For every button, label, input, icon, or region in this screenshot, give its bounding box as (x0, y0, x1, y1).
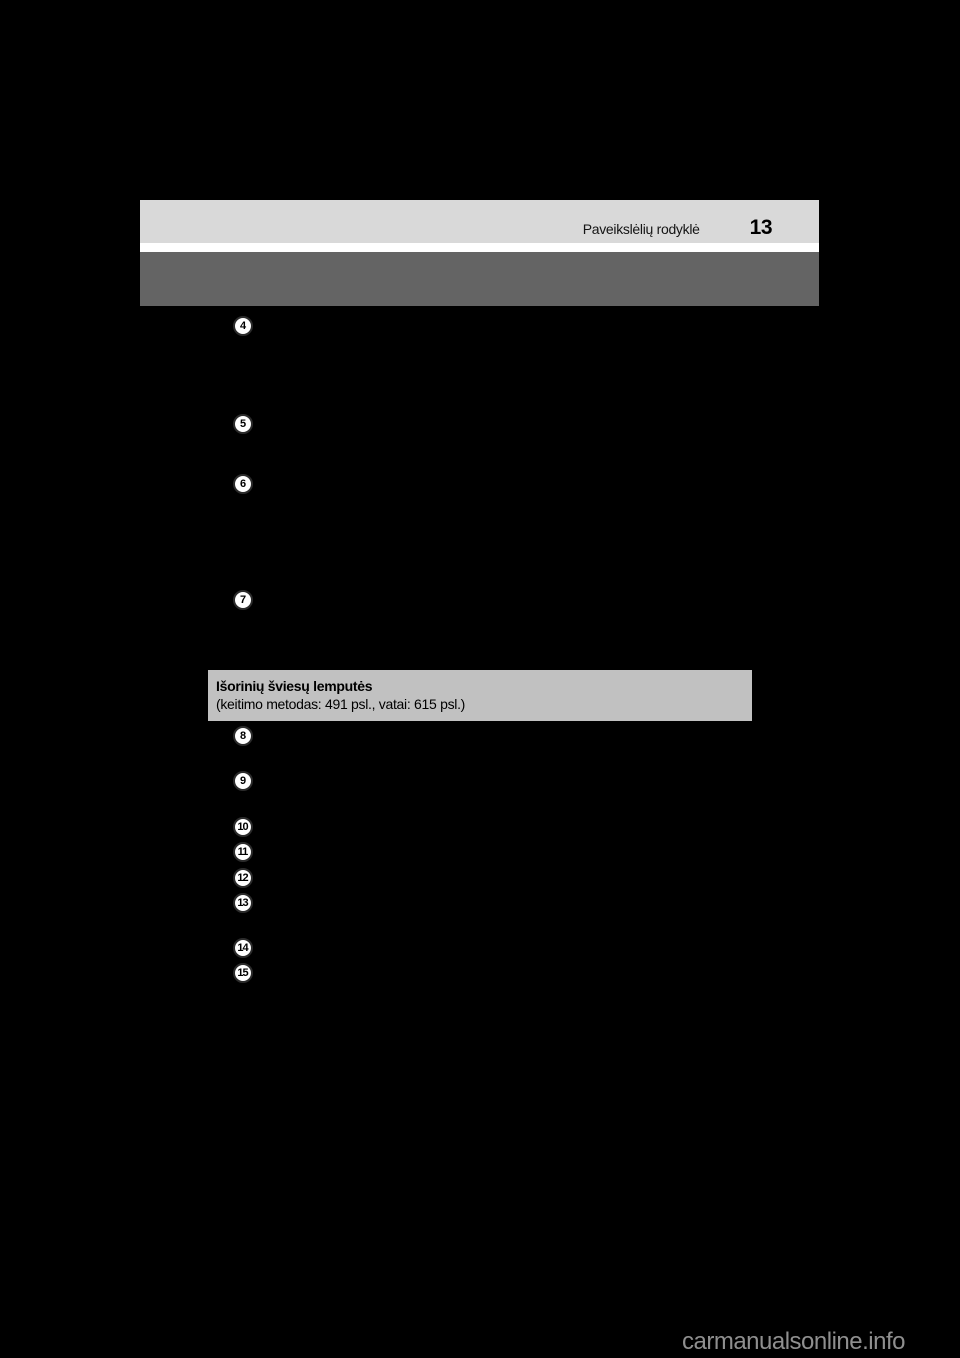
callout-number: 7 (239, 593, 246, 606)
page-number: 13 (749, 216, 772, 239)
callout-number: 6 (239, 477, 246, 490)
callout-circle-15 (233, 963, 253, 983)
callout-number: 4 (239, 319, 246, 332)
callout-number: 14 (237, 941, 248, 954)
info-box (208, 670, 752, 721)
callout-number: 8 (239, 729, 246, 742)
callout-circle-14 (233, 938, 253, 958)
info-box-title: Išorinių šviesų lemputės (216, 678, 373, 694)
callout-circle-7 (233, 590, 253, 610)
info-box-subtitle: (keitimo metodas: 491 psl., vatai: 615 psl.) (216, 696, 466, 712)
callout-circle-5 (233, 414, 253, 434)
callout-number: 13 (237, 896, 248, 909)
callout-circle-4 (233, 316, 253, 336)
callout-number: 12 (237, 871, 248, 884)
callout-circle-11 (233, 842, 253, 862)
callout-number: 10 (237, 820, 248, 833)
callout-circle-12 (233, 868, 253, 888)
callout-number: 9 (239, 774, 246, 787)
callout-number: 15 (237, 966, 248, 979)
callout-circle-13 (233, 893, 253, 913)
watermark: carmanualsonline.info (682, 1328, 905, 1355)
header-title: Paveikslėlių rodyklė (582, 221, 700, 237)
callout-circle-8 (233, 726, 253, 746)
callout-circle-9 (233, 771, 253, 791)
callout-circle-6 (233, 474, 253, 494)
callout-number: 5 (239, 417, 246, 430)
callout-circle-10 (233, 817, 253, 837)
callout-number: 11 (237, 845, 248, 858)
